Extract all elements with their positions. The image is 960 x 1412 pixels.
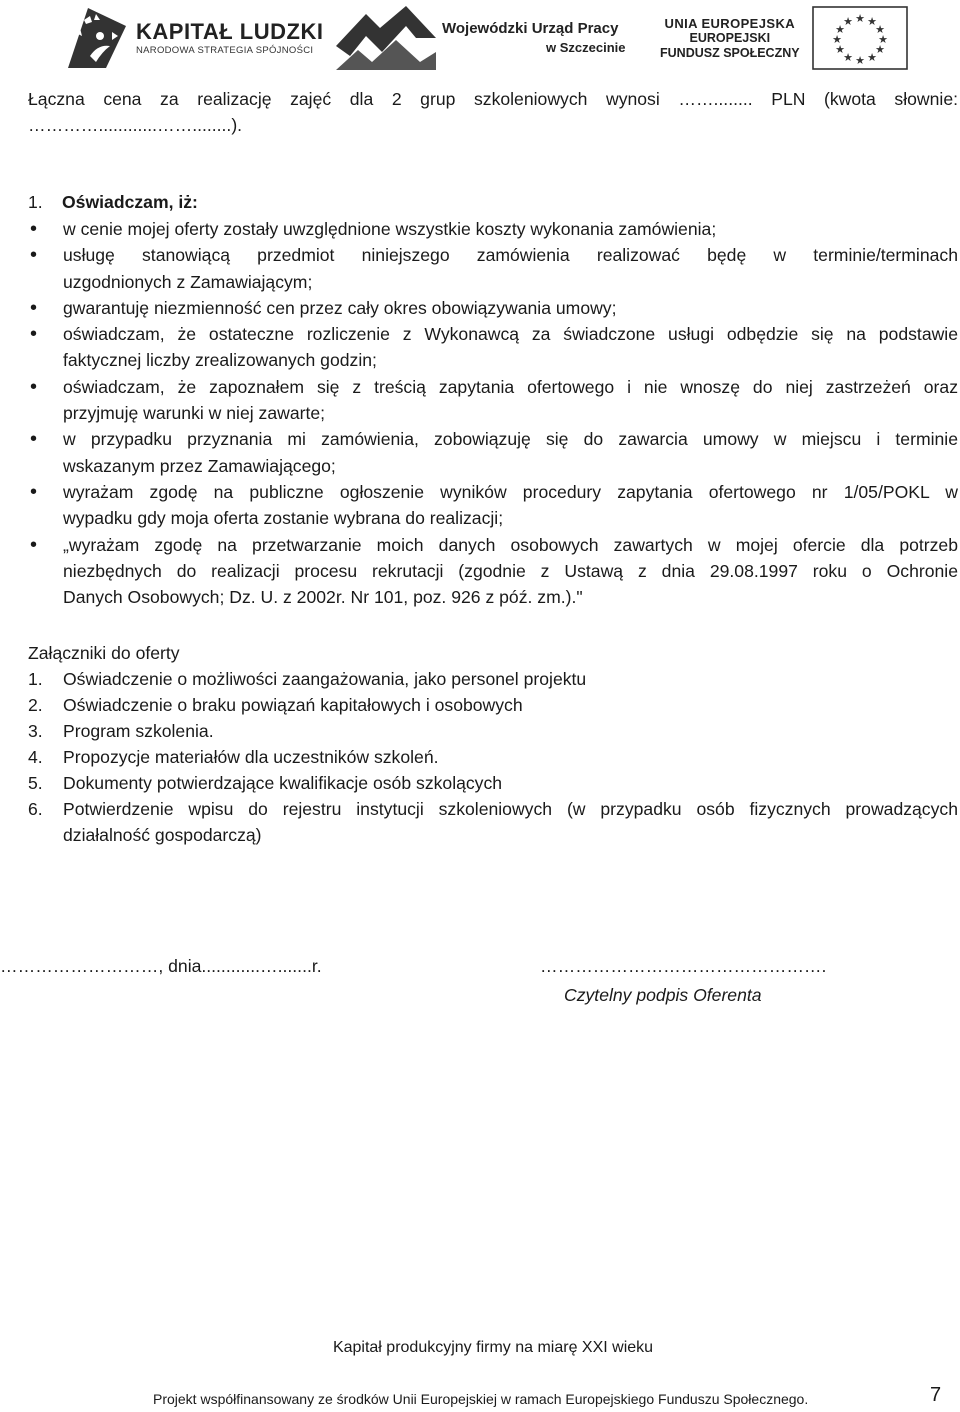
declaration-item-line: • „wyrażam zgodę na przetwarzanie moich danych osobowych zawartych w mojej ofercie dla potrzeb [63,534,958,555]
attachment-number: 3. [28,721,43,741]
attachment-text: Oświadczenie o możliwości zaangażowania, jako personel projektu [63,669,587,689]
ue-line1: UNIA EUROPEJSKA [664,15,796,31]
svg-text:★: ★ [854,54,865,67]
declaration-item [28,374,958,427]
declaration-item-line: Danych Osobowych; Dz. U. z 2002r. Nr 101, poz. 926 z póź. zm.)." [63,587,583,608]
attachment-text: Dokumenty potwierdzające kwalifikacje osób szkolących [63,773,503,793]
page-header [0,0,960,80]
attachment-text: Program szkolenia. [63,721,214,741]
svg-text:★: ★ [834,43,845,56]
attachment-item [28,796,958,848]
declaration-item-line: • w cenie mojej oferty zostały uwzględnione wszystkie koszty wykonania zamówienia; [63,219,717,239]
attachments-title: Załączniki do oferty [28,643,180,663]
declaration-item-line: wskazanym przez Zamawiającego; [63,455,336,476]
declaration-item-line: • wyrażam zgodę na publiczne ogłoszenie wyników procedury zapytania ofertowego nr 1/05/POKL w [63,481,958,502]
eu-flag-icon [812,6,908,70]
declaration-item-line: • oświadczam, że ostateczne rozliczenie z Wykonawcą za świadczone usługi odbędzie się na podstawie [63,324,958,345]
svg-text:★: ★ [874,23,885,36]
declaration-item [28,532,958,611]
svg-text:★: ★ [834,23,845,36]
declaration-item-line: wypadku gdy moja oferta zostanie wybrana do realizacji; [63,508,504,529]
declaration-item-line: • gwarantuję niezmienność cen przez cały okres obowiązywania umowy; [63,297,617,318]
declaration-item [28,321,958,374]
signature-caption: Czytelny podpis Oferenta [564,985,762,1005]
kapital-ludzki-subtitle: NARODOWA STRATEGIA SPÓJNOŚCI [136,44,314,56]
page-number: 7 [930,1384,942,1406]
declaration-item [28,216,958,242]
declaration-item-line: niezbędnych do realizacji procesu rekrutacji (zgodnie z Ustawą z dnia 29.08.1997 roku o Ochronie [63,560,958,581]
svg-text:★: ★ [877,33,888,46]
wup-line2: w Szczecinie [546,40,626,55]
svg-text:★: ★ [866,15,877,28]
attachment-number: 5. [28,773,43,793]
attachment-item [28,718,958,744]
svg-text:★: ★ [842,51,853,64]
declaration-item-line: • w przypadku przyznania mi zamówienia, zobowiązuję się do zawarcia umowy w miejscu i terminie [63,429,958,450]
attachment-text: Propozycje materiałów dla uczestników szkoleń. [63,747,439,767]
attachments-list [28,666,958,848]
kapital-ludzki-logo [66,6,323,70]
wup-line1: Wojewódzki Urząd Pracy [442,20,619,37]
declaration-item [28,426,958,479]
total-price-line-1: Łączna cena za realizację zajęć dla 2 grup szkoleniowych wynosi ……........ PLN (kwota słownie: [28,89,958,109]
ue-line2: EUROPEJSKI [689,30,771,45]
attachment-number: 4. [28,747,43,767]
attachment-number: 6. [28,799,43,819]
declaration-item-line: uzgodnionych z Zamawiającym; [63,271,313,292]
attachment-number: 1. [28,669,43,689]
declaration-item-line: przyjmuję warunki w niej zawarte; [63,403,326,424]
footer-cofinancing: Projekt współfinansowany ze środków Unii Europejskiej w ramach Europejskiego Funduszu Społecznego. [153,1391,809,1407]
ue-logo [660,6,908,70]
attachment-text: Potwierdzenie wpisu do rejestru instytucji szkoleniowych (w przypadku osób fizycznych prowadzących [63,799,958,819]
svg-text:★: ★ [842,15,853,28]
svg-text:★: ★ [831,33,842,46]
attachment-number: 2. [28,695,43,715]
place-date-field: ………………………, dnia............….......r. [0,956,322,976]
attachment-item [28,692,958,718]
declaration-item-line: • usługę stanowiącą przedmiot niniejszego zamówienia realizować będę w terminie/terminach [63,245,958,266]
footer-slogan: Kapitał produkcyjny firmy na miarę XXI wieku [332,1339,654,1356]
total-price-line-2: …………............……........). [28,115,243,136]
declaration-title: Oświadczam, iż: [62,192,198,212]
declaration-item-line: • oświadczam, że zapoznałem się z treścią zapytania ofertowego i nie wnoszę do niej zastrzeżeń oraz [63,376,958,397]
svg-text:★: ★ [874,43,885,56]
declaration-heading [28,189,198,215]
attachment-item [28,770,958,796]
declaration-item-line: faktycznej liczby zrealizowanych godzin; [63,350,377,371]
declaration-list [28,216,958,610]
attachment-item [28,666,958,692]
declaration-number: 1. [28,192,43,212]
attachment-item [28,744,958,770]
svg-text:★: ★ [854,12,865,25]
ue-line3: FUNDUSZ SPOŁECZNY [660,45,800,60]
total-price-paragraph [28,86,958,139]
attachment-text: działalność gospodarczą) [63,825,262,845]
wup-emblem-icon [336,6,436,70]
kapital-ludzki-title: KAPITAŁ LUDZKI [136,18,324,44]
declaration-item [28,295,958,321]
signature-line: …………………………………………. [540,956,827,976]
declaration-item [28,242,958,295]
wup-logo [336,6,625,70]
svg-text:★: ★ [866,51,877,64]
declaration-item [28,479,958,532]
kapital-ludzki-emblem-icon [66,6,128,70]
attachment-text: Oświadczenie o braku powiązań kapitałowych i osobowych [63,695,523,715]
